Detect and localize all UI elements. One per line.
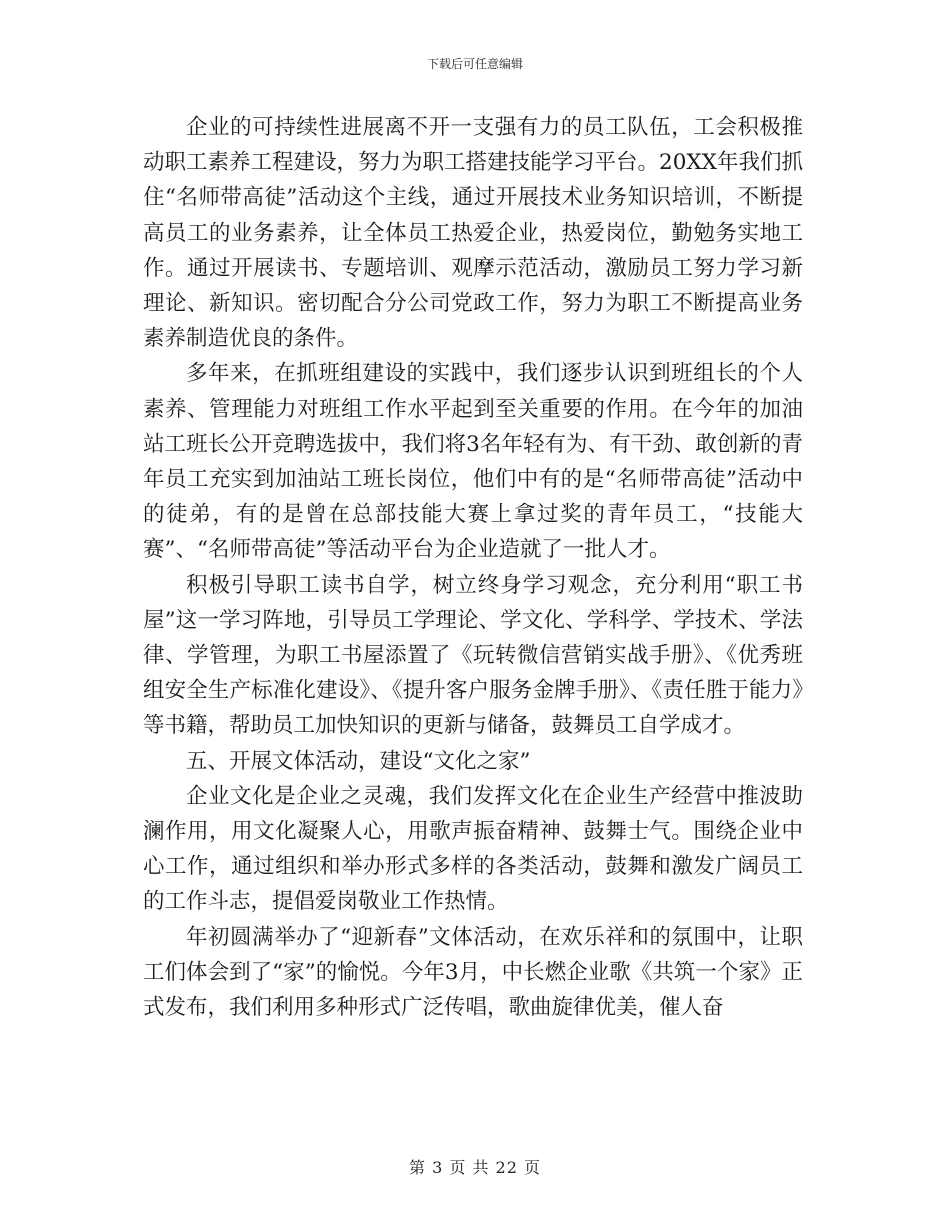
paragraph: 年初圆满举办了“迎新春”文体活动，在欢乐祥和的氛围中，让职工们体会到了“家”的愉悦。今年3月，中长燃企业歌《共筑一个家》正式发布，我们利用多种形式广泛传唱，歌曲旋律优美，催人奋 <box>143 924 803 1021</box>
paragraph: 企业文化是企业之灵魂，我们发挥文化在企业生产经营中推波助澜作用，用文化凝聚人心，用歌声振奋精神、鼓舞士气。围绕企业中心工作，通过组织和举办形式多样的各类活动，鼓舞和激发广阔员工的工作斗志，提倡爱岗敬业工作热情。 <box>143 783 803 915</box>
page-footer: 第 3 页 共 22 页 <box>409 1158 541 1177</box>
document-body <box>143 110 803 1025</box>
section-heading: 五、开展文体活动，建设“文化之家” <box>186 748 531 774</box>
page-header: 下载后可任意编辑 <box>426 57 523 71</box>
paragraph: 多年来，在抓班组建设的实践中，我们逐步认识到班组长的个人素养、管理能力对班组工作水平起到至关重要的作用。在今年的加油站工班长公开竞聘选拔中，我们将3名年轻有为、有干劲、敢创新的青年员工充实到加油站工班长岗位，他们中有的是“名师带高徒”活动中的徒弟，有的是曾在总部技能大赛上拿过奖的青年员工，“技能大赛”、“名师带高徒”等活动平台为企业造就了一批人才。 <box>143 361 803 563</box>
paragraph: 企业的可持续性进展离不开一支强有力的员工队伍，工会积极推动职工素养工程建设，努力为职工搭建技能学习平台。20XX年我们抓住“名师带高徒”活动这个主线，通过开展技术业务知识培训，不断提高员工的业务素养，让全体员工热爱企业，热爱岗位，勤勉务实地工作。通过开展读书、专题培训、观摩示范活动，激励员工努力学习新理论、新知识。密切配合分公司党政工作，努力为职工不断提高业务素养制造优良的条件。 <box>143 115 803 352</box>
paragraph: 积极引导职工读书自学，树立终身学习观念，充分利用“职工书屋”这一学习阵地，引导员工学理论、学文化、学科学、学技术、学法律、学管理，为职工书屋添置了《玩转微信营销实战手册》、《优秀班组安全生产标准化建设》、《提升客户服务金牌手册》、《责任胜于能力》等书籍，帮助员工加快知识的更新与储备，鼓舞员工自学成才。 <box>143 572 803 739</box>
